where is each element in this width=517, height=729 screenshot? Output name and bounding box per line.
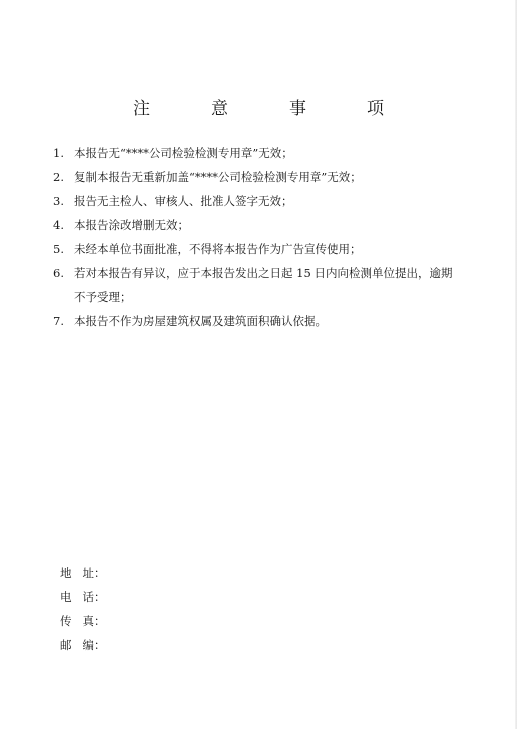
list-item [53,237,463,261]
address-colon: ： [94,566,106,580]
postcode-label: 邮 编 [60,638,94,652]
note-text: 若对本报告有异议，应于本报告发出之日起 15 日内向检测单位提出，逾期不予受理； [74,266,453,304]
list-item [53,213,463,237]
list-item [53,309,463,333]
contact-info [60,561,106,657]
note-text: 复制本报告无重新加盖“****公司检验检测专用章”无效； [74,170,362,184]
postcode-line [60,633,106,657]
list-item [53,261,463,309]
fax-label: 传 真 [60,614,94,628]
note-number: 7. [53,314,64,328]
list-item [53,165,463,189]
phone-line [60,585,106,609]
list-item [53,141,463,165]
note-text: 本报告不作为房屋建筑权属及建筑面积确认依据。 [74,314,327,328]
notes-list [53,141,463,333]
address-line [60,561,106,585]
note-text: 未经本单位书面批准，不得将本报告作为广告宣传使用； [74,242,362,256]
fax-colon: ： [94,614,106,628]
address-label: 地 址 [60,566,94,580]
note-number: 3. [53,194,64,208]
phone-label: 电 话 [60,590,94,604]
phone-colon: ： [94,590,106,604]
note-number: 4. [53,218,64,232]
postcode-colon: ： [94,638,106,652]
note-text: 本报告无“****公司检验检测专用章”无效； [74,146,293,160]
list-item [53,189,463,213]
fax-line [60,609,106,633]
note-text: 报告无主检人、审核人、批准人签字无效； [74,194,293,208]
note-number: 5. [53,242,64,256]
note-number: 6. [53,266,64,280]
note-number: 2. [53,170,64,184]
page-title: 注 意 事 项 [133,99,406,119]
note-text: 本报告涂改增删无效； [74,218,189,232]
note-number: 1. [53,146,64,160]
